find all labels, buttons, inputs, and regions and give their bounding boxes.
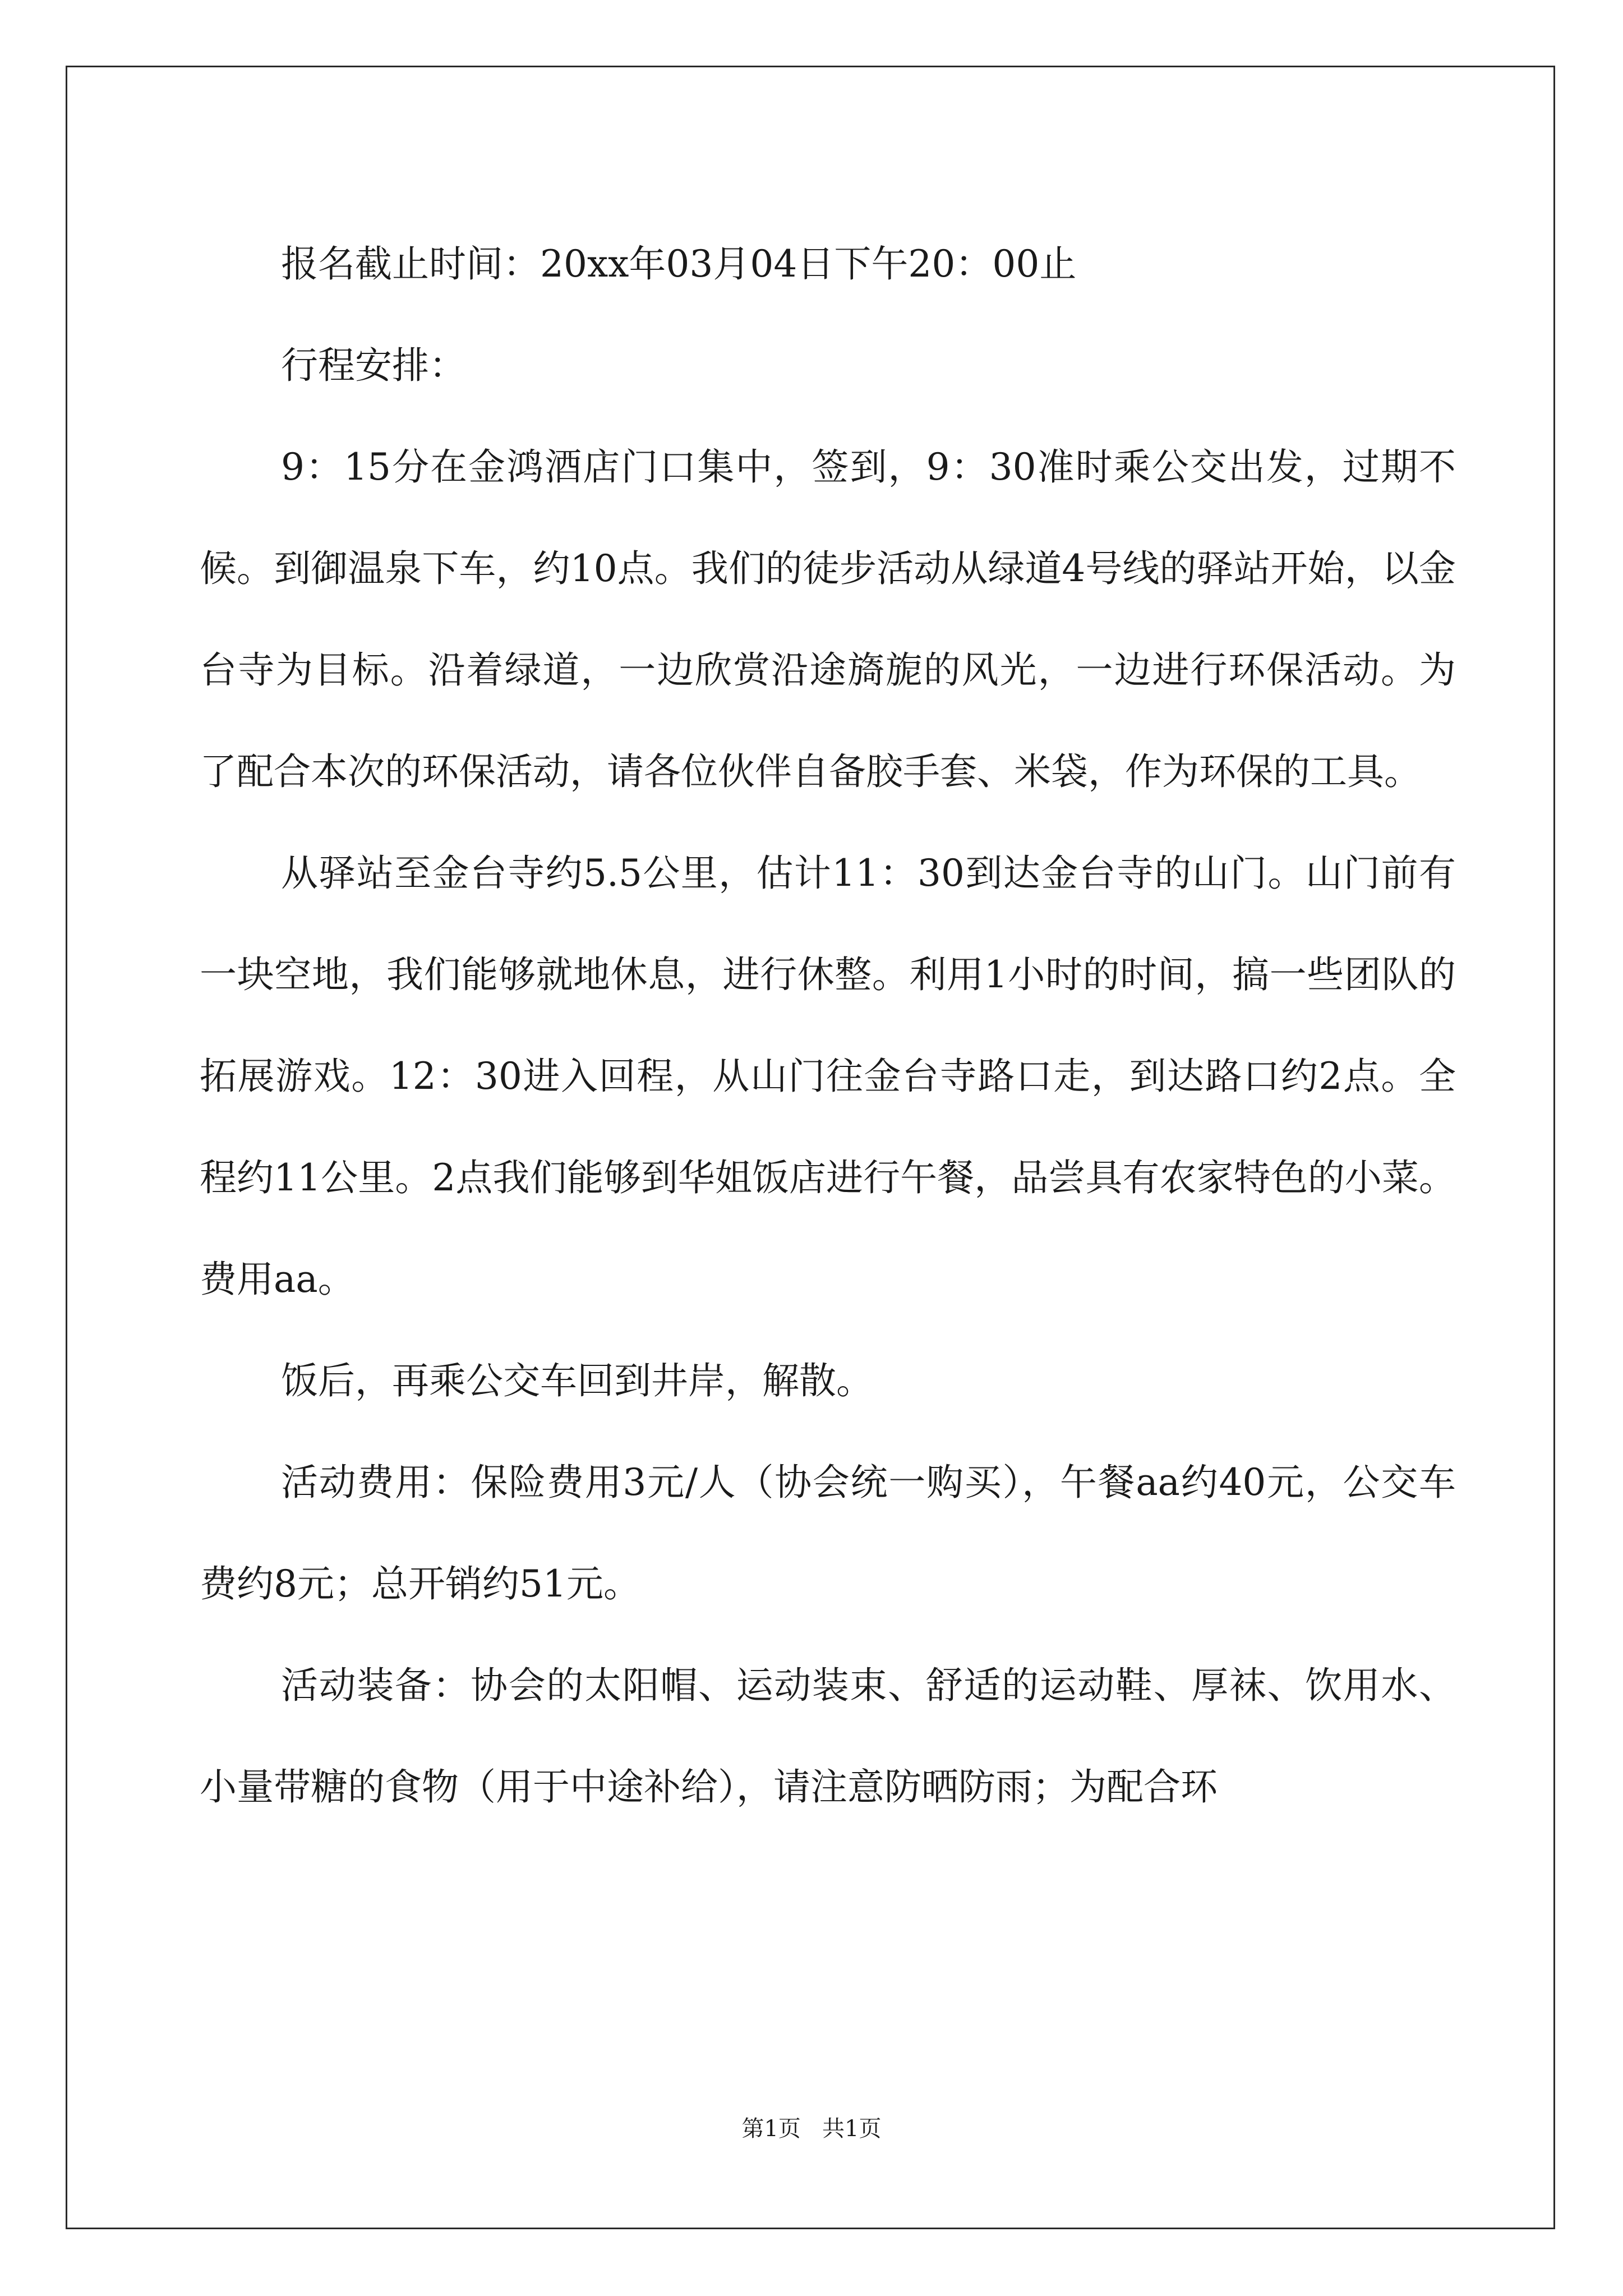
paragraph-equipment: 活动装备：协会的太阳帽、运动装束、舒适的运动鞋、厚袜、饮用水、小量带糖的食物（用于中途补给），请注意防晒防雨；为配合环 — [200, 1664, 1456, 1809]
page-footer: 第1页 共1页 — [741, 2116, 882, 2142]
paragraph-fees: 活动费用：保险费用3元/人（协会统一购买），午餐aa约40元，公交车费约8元；总开销约51元。 — [200, 1461, 1456, 1605]
paragraph-itinerary-morning: 9：15分在金鸿酒店门口集中，签到，9：30准时乘公交出发，过期不候。到御温泉下车，约10点。我们的徒步活动从绿道4号线的驿站开始，以金台寺为目标。沿着绿道，一边欣赏沿途旖旎的风光，一边进行环保活动。为了配合本次的环保活动，请各位伙伴自备胶手套、米袋，作为环保的工具。 — [200, 445, 1456, 793]
document-body — [200, 213, 1456, 1838]
paragraph-itinerary-route: 从驿站至金台寺约5.5公里，估计11：30到达金台寺的山门。山门前有一块空地，我们能够就地休息，进行休整。利用1小时的时间，搞一些团队的拓展游戏。12：30进入回程，从山门往金台寺路口走，到达路口约2点。全程约11公里。2点我们能够到华姐饭店进行午餐，品尝具有农家特色的小菜。费用aa。 — [200, 852, 1456, 1301]
paragraph-itinerary-heading: 行程安排： — [281, 344, 466, 387]
paragraph-dismissal: 饭后，再乘公交车回到井岸，解散。 — [281, 1359, 873, 1402]
paragraph-deadline: 报名截止时间：20xx年03月04日下午20：00止 — [281, 242, 1077, 286]
